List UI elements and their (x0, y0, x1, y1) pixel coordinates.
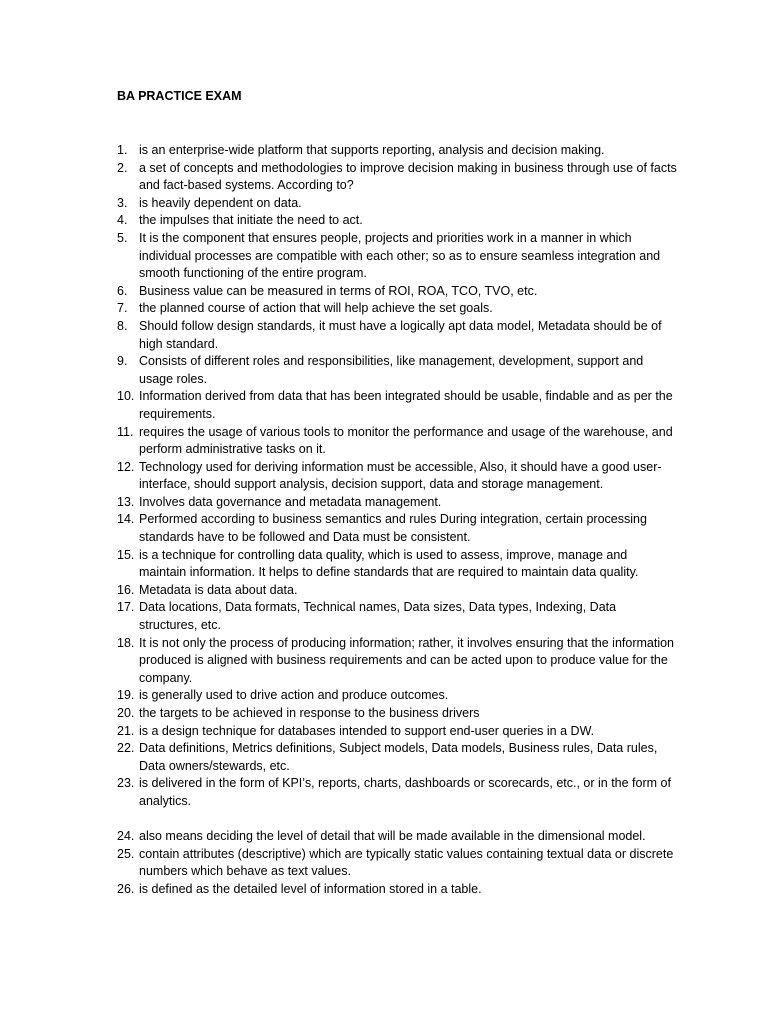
question-text: is delivered in the form of KPI’s, reports, charts, dashboards or scorecards, etc., or in the form of analytics. (139, 776, 671, 808)
question-text: also means deciding the level of detail that will be made available in the dimensional model. (139, 829, 646, 844)
question-item (117, 740, 677, 775)
question-number: 21. (117, 723, 135, 738)
question-item (117, 318, 677, 353)
question-item (117, 424, 677, 459)
question-number: 8. (117, 318, 128, 333)
question-item (117, 547, 677, 582)
question-text: requires the usage of various tools to monitor the performance and usage of the warehouse, and perform administrative tasks on it. (139, 424, 673, 457)
question-text: Performed according to business semantics and rules During integration, certain processing standards have to be followed and Data must be consistent. (139, 512, 647, 545)
question-text: the planned course of action that will help achieve the set goals. (139, 301, 493, 316)
question-number: 1. (117, 143, 128, 157)
question-item (117, 635, 677, 688)
question-item (117, 599, 677, 634)
question-text: is a design technique for databases intended to support end-user queries in a DW. (139, 723, 595, 738)
question-item (117, 881, 677, 899)
question-number: 23. (117, 776, 135, 791)
question-number: 12. (117, 459, 135, 474)
question-text: is defined as the detailed level of information stored in a table. (139, 881, 482, 896)
question-item (117, 300, 677, 318)
question-list (117, 142, 677, 899)
question-item (117, 353, 677, 388)
question-item (117, 828, 677, 846)
question-text: Metadata is data about data. (139, 582, 298, 597)
question-text: Data definitions, Metrics definitions, Subject models, Data models, Business rules, Data rules, Data owners/stewards, etc. (139, 741, 658, 773)
question-number: 17. (117, 600, 135, 615)
question-text: the impulses that initiate the need to act. (139, 213, 363, 228)
question-text: is a technique for controlling data quality, which is used to assess, improve, manage and maintain information. It helps to define standards that are required to maintain data quality. (139, 547, 639, 580)
question-text: Should follow design standards, it must have a logically apt data model, Metadata should be of high standard. (139, 318, 662, 351)
question-number: 15. (117, 547, 135, 562)
question-number: 19. (117, 688, 135, 703)
question-text: Data locations, Data formats, Technical names, Data sizes, Data types, Indexing, Data structures, etc. (139, 600, 617, 633)
question-text: is generally used to drive action and produce outcomes. (139, 688, 449, 703)
question-number: 13. (117, 494, 135, 509)
question-text: is heavily dependent on data. (139, 195, 302, 210)
question-number: 2. (117, 160, 128, 175)
question-item (117, 687, 677, 705)
question-text: contain attributes (descriptive) which are typically static values containing textual data or discrete numbers which behave as text values. (139, 846, 674, 879)
question-number: 24. (117, 829, 135, 844)
question-item (117, 212, 677, 230)
question-number: 16. (117, 582, 135, 597)
question-item (117, 846, 677, 881)
document-title: BA PRACTICE EXAM (117, 89, 242, 103)
question-text: Involves data governance and metadata management. (139, 494, 442, 509)
question-item (117, 388, 677, 423)
question-number: 11. (117, 424, 134, 439)
question-item (117, 160, 677, 195)
question-item (117, 511, 677, 546)
question-number: 20. (117, 706, 135, 720)
question-number: 25. (117, 846, 135, 861)
question-text: is an enterprise-wide platform that supports reporting, analysis and decision making. (139, 143, 605, 157)
question-number: 7. (117, 301, 128, 316)
question-text: Technology used for deriving information must be accessible, Also, it should have a good user-interface, should support analysis, decision support, data and storage management. (139, 459, 662, 492)
question-item (117, 142, 677, 160)
question-item (117, 775, 677, 810)
question-number: 14. (117, 512, 135, 527)
question-number: 10. (117, 389, 135, 404)
question-number: 3. (117, 195, 128, 210)
question-number: 5. (117, 230, 128, 245)
question-number: 6. (117, 283, 128, 298)
question-item (117, 582, 677, 600)
question-text: the targets to be achieved in response to the business drivers (139, 706, 480, 720)
question-number: 9. (117, 354, 128, 369)
question-item (117, 283, 677, 301)
question-number: 22. (117, 741, 135, 756)
question-text: It is not only the process of producing information; rather, it involves ensuring that the information produced is aligned with business requirements and can be acted upon to produce value for the company. (139, 635, 675, 685)
question-item (117, 195, 677, 213)
question-item (117, 230, 677, 283)
question-number: 26. (117, 881, 135, 896)
question-number: 4. (117, 213, 128, 228)
question-text: Business value can be measured in terms of ROI, ROA, TCO, TVO, etc. (139, 283, 538, 298)
question-text: Consists of different roles and responsibilities, like management, development, support and usage roles. (139, 354, 644, 386)
question-item (117, 494, 677, 512)
question-item (117, 459, 677, 494)
question-text: Information derived from data that has been integrated should be usable, findable and as per the requirements. (139, 389, 673, 421)
question-text: It is the component that ensures people, projects and priorities work in a manner in which individual processes are compatible with each other; so as to ensure seamless integration and smooth functioning of the entire program. (139, 230, 661, 281)
question-number: 18. (117, 635, 135, 650)
question-item (117, 723, 677, 741)
question-item (117, 705, 677, 723)
question-text: a set of concepts and methodologies to improve decision making in business through use of facts and fact-based systems. According to? (139, 160, 677, 193)
